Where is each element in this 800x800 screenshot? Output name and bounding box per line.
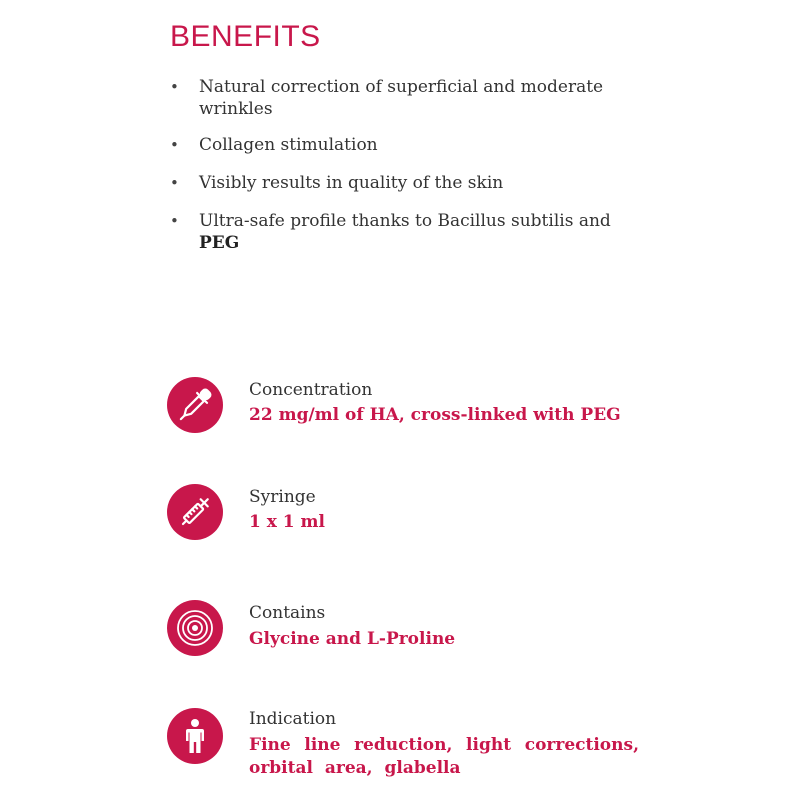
benefit-item [170, 172, 650, 194]
spec-indication [167, 708, 647, 778]
spec-concentration [167, 377, 647, 447]
spec-label: Syringe [249, 487, 316, 507]
benefit-bold-text: PEG [199, 233, 240, 253]
benefit-item [170, 210, 650, 254]
concentric-circles-icon [167, 600, 223, 656]
person-icon [167, 708, 223, 764]
spec-label: Indication [249, 709, 337, 729]
benefit-text: Ultra-safe profile thanks to Bacillus subtilis and [199, 211, 611, 231]
spec-value: Fine line reduction, light corrections, orbital area, glabella [249, 735, 639, 778]
benefit-text: Collagen stimulation [199, 135, 378, 155]
spec-value: 22 mg/ml of HA, cross-linked with PEG [249, 405, 621, 425]
syringe-icon [167, 484, 223, 540]
benefit-text: Natural correction of superficial and moderate wrinkles [199, 77, 604, 119]
benefit-item [170, 134, 650, 156]
benefit-item [170, 76, 650, 120]
spec-contains [167, 600, 647, 670]
benefits-list [170, 76, 650, 254]
spec-syringe [167, 484, 647, 554]
dropper-icon [167, 377, 223, 433]
benefits-title: BENEFITS [170, 20, 321, 53]
spec-value: 1 x 1 ml [249, 512, 325, 532]
spec-label: Concentration [249, 380, 373, 400]
benefit-text: Visibly results in quality of the skin [199, 173, 504, 193]
spec-label: Contains [249, 603, 326, 623]
spec-value: Glycine and L-Proline [249, 629, 456, 649]
